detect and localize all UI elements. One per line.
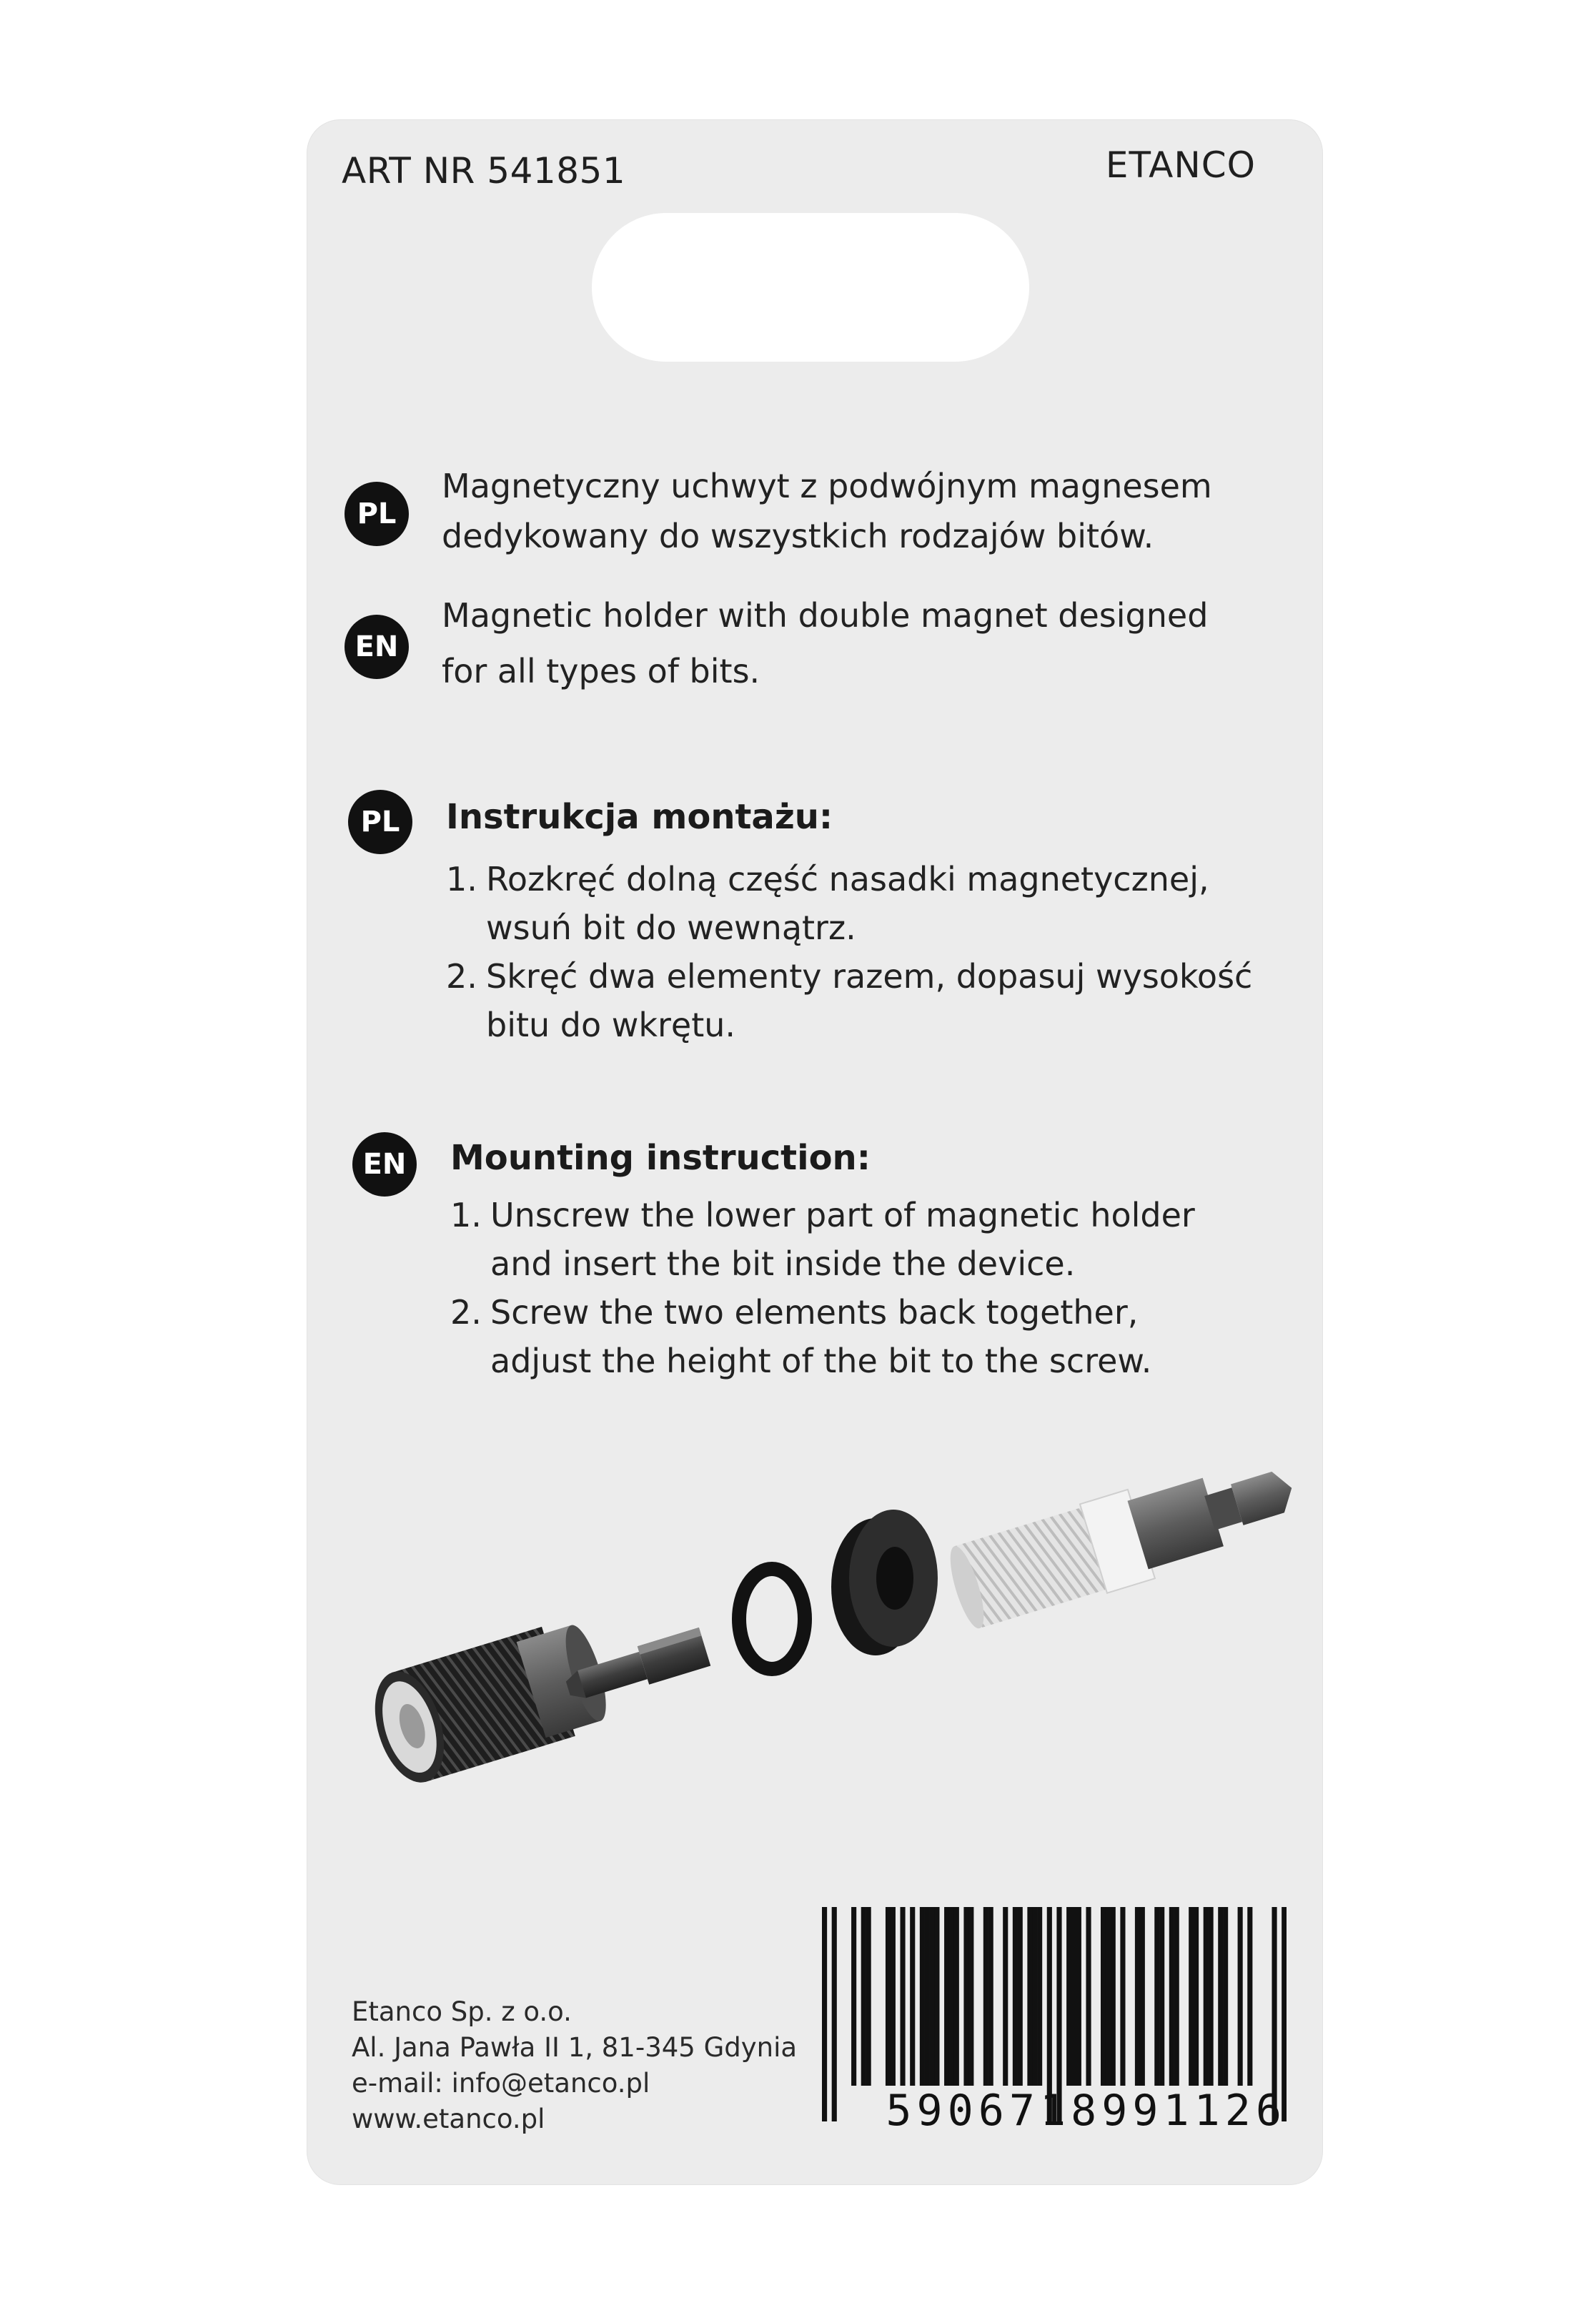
barcode-bar	[1140, 1907, 1145, 2086]
company-info	[352, 1994, 797, 2137]
barcode-bar	[1066, 1907, 1071, 2086]
barcode-bar	[900, 1907, 905, 2086]
description-en	[442, 588, 1208, 699]
barcode-bar	[1159, 1907, 1164, 2086]
company-name: Etanco Sp. z o.o.	[352, 1996, 572, 2027]
brand-name: ETANCO	[1105, 144, 1256, 186]
step-number: 1.	[450, 1196, 482, 1234]
threaded-shank-icon	[943, 1444, 1294, 1635]
instructions-pl-step-2	[446, 952, 1252, 1049]
barcode-bar	[910, 1907, 915, 2086]
hang-hole	[592, 213, 1029, 362]
step-line: Skręć dwa elementy razem, dopasuj wysokość	[486, 957, 1253, 996]
barcode-bar	[1204, 1907, 1209, 2086]
lang-badge-pl-instructions: PL	[348, 790, 412, 854]
barcode-bar	[1101, 1907, 1106, 2086]
barcode-bar	[920, 1907, 925, 2086]
barcode-bar	[1120, 1907, 1125, 2086]
o-ring-icon	[739, 1569, 805, 1669]
barcode-bar	[954, 1907, 959, 2086]
barcode-bar	[1013, 1907, 1018, 2086]
barcode-bar	[1223, 1907, 1228, 2086]
instructions-pl-title: Instrukcja montażu:	[446, 797, 833, 837]
instructions-en-step-1	[450, 1191, 1195, 1288]
step-number: 2.	[446, 957, 477, 996]
barcode-bar	[1106, 1907, 1111, 2086]
instructions-pl-steps	[446, 855, 1252, 1049]
barcode-bar	[1154, 1907, 1159, 2086]
barcode-bar	[949, 1907, 954, 2086]
barcode-bar	[930, 1907, 935, 2086]
description-pl-line-2: dedykowany do wszystkich rodzajów bitów.	[442, 517, 1154, 555]
barcode-bar	[1174, 1907, 1179, 2086]
barcode-bar	[1071, 1907, 1076, 2086]
barcode-bar	[1209, 1907, 1214, 2086]
company-website: www.etanco.pl	[352, 2104, 545, 2134]
magnet-ring-icon	[831, 1510, 938, 1655]
parts-illustration	[343, 1444, 1294, 1816]
step-line: Rozkręć dolną część nasadki magnetycznej,	[486, 860, 1209, 898]
barcode-bar	[861, 1907, 866, 2086]
barcode-bar	[886, 1907, 891, 2086]
instructions-pl-step-1	[446, 855, 1252, 952]
company-address: Al. Jana Pawła II 1, 81-345 Gdynia	[352, 2032, 798, 2063]
barcode-bar	[934, 1907, 939, 2086]
barcode-bar	[968, 1907, 973, 2086]
lang-badge-en-instructions: EN	[352, 1132, 417, 1197]
lang-badge-en: EN	[345, 615, 409, 679]
barcode-bar	[963, 1907, 968, 2086]
step-number: 1.	[446, 860, 477, 898]
barcode-bar	[1032, 1907, 1037, 2086]
barcode-bar	[1003, 1907, 1008, 2086]
description-pl-line-1: Magnetyczny uchwyt z podwójnym magnesem	[442, 467, 1212, 505]
barcode-bar	[1194, 1907, 1199, 2086]
barcode-bar	[891, 1907, 896, 2086]
step-number: 2.	[450, 1293, 482, 1332]
barcode-bar	[1238, 1907, 1243, 2086]
article-number: ART NR 541851	[342, 150, 626, 192]
company-email: e-mail: info@etanco.pl	[352, 2068, 650, 2099]
barcode-bar	[1018, 1907, 1023, 2086]
barcode-bar	[851, 1907, 856, 2086]
magnetic-sleeve-icon	[362, 1614, 616, 1791]
step-line: Screw the two elements back together,	[490, 1293, 1139, 1332]
step-line: wsuń bit do wewnątrz.	[486, 908, 856, 947]
step-line: and insert the bit inside the device.	[490, 1244, 1076, 1283]
step-line: adjust the height of the bit to the screw.	[490, 1342, 1152, 1380]
barcode-bar	[866, 1907, 871, 2086]
lang-badge-pl: PL	[345, 482, 409, 546]
barcode-bar	[1027, 1907, 1032, 2086]
step-line: bitu do wkrętu.	[486, 1006, 736, 1044]
barcode-number: 5906718991126	[886, 2086, 1287, 2136]
instructions-en-title: Mounting instruction:	[450, 1138, 871, 1178]
barcode-bar	[983, 1907, 988, 2086]
step-line: Unscrew the lower part of magnetic holder	[490, 1196, 1195, 1234]
barcode-bar	[1247, 1907, 1252, 2086]
barcode-bar	[1076, 1907, 1081, 2086]
barcode-bar	[1135, 1907, 1140, 2086]
barcode-bar	[925, 1907, 930, 2086]
description-pl	[442, 461, 1212, 561]
description-en-line-1: Magnetic holder with double magnet designed	[442, 596, 1209, 635]
description-en-line-2: for all types of bits.	[442, 652, 760, 690]
barcode-bar	[1218, 1907, 1223, 2086]
barcode-bar	[1037, 1907, 1042, 2086]
barcode-bar	[1169, 1907, 1174, 2086]
instructions-en-step-2	[450, 1288, 1195, 1385]
instructions-en-steps	[450, 1191, 1195, 1385]
barcode-bar	[1111, 1907, 1116, 2086]
barcode-bar	[988, 1907, 993, 2086]
barcode-bar	[1086, 1907, 1091, 2086]
barcode-bar	[944, 1907, 949, 2086]
barcode-bar	[1189, 1907, 1194, 2086]
